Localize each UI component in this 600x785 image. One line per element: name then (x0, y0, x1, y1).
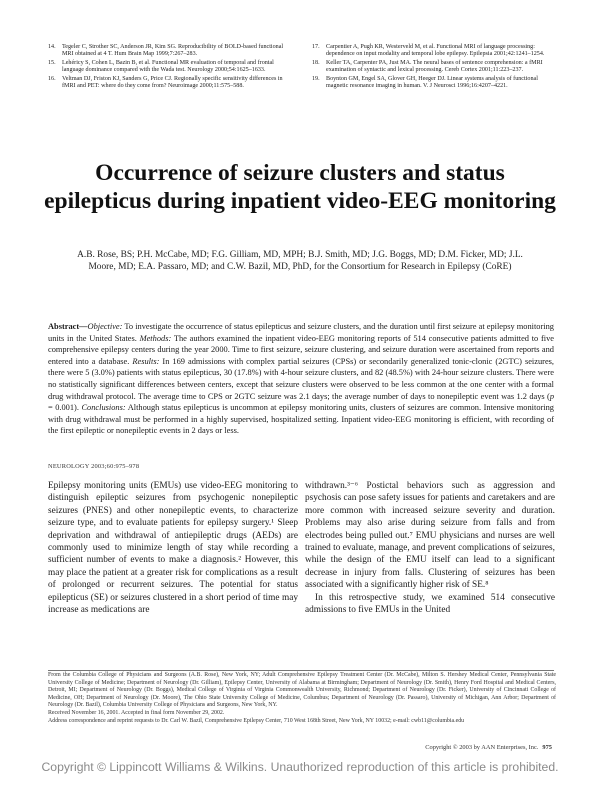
footnotes (48, 672, 556, 725)
reference-item: 19. Boynton GM, Engel SA, Glover GH, Heeger DJ. Linear systems analysis of functional magnetic resonance imaging in human. V. J Neurosci 1996;16:4207–4221. (312, 76, 538, 90)
reference-column-left (48, 44, 296, 92)
methods-text: The authors examined the inpatient video-EEG monitoring reports of 514 consecutive patients admitted to five comprehensive epilepsy centers during the year 2000. Time to first seizure, seizure clustering, and seizure duration were ascertained from reports and entered into a database. (48, 333, 554, 366)
body-paragraph: In this retrospective study, we examined 514 consecutive admissions to five EMUs in the United (305, 592, 555, 616)
reference-column-right (312, 44, 560, 92)
methods-label: Methods: (139, 333, 172, 343)
copyright-notice: Copyright © 2003 by AAN Enterprises, Inc. (425, 744, 539, 751)
conclusions-text: Although status epilepticus is uncommon at epilepsy monitoring units, clusters of seizures are common. Intensive monitoring with drug withdrawal must be performed in a highly supervised, hospitalized setting. Inpatient video-EEG monitoring is efficient, with recording of the first epileptic or nonepileptic events in 2 days or less. (48, 403, 554, 436)
objective-label: Objective: (87, 322, 123, 331)
reference-list (48, 44, 560, 92)
reference-item: 15. Lehéricy S, Cohen L, Bazin B, et al. Functional MR evaluation of temporal and frontal language dominance compared with the Wada test. Neurology 2000;54:1625–1633. (48, 60, 274, 74)
reference-item: 18. Keller TA, Carpenter PA, Just MA. The neural bases of sentence comprehension: a fMRI examination of syntactic and lexical processing. Cereb Cortex 2001;11:223–237. (312, 60, 543, 74)
author-list: A.B. Rose, BS; P.H. McCabe, MD; F.G. Gilliam, MD, MPH; B.J. Smith, MD; J.G. Boggs, MD; D.M. Ficker, MD; J.L. Moore, MD; E.A. Passaro, MD; and C.W. Bazil, MD, PhD, for the Consortium for Research in Epilepsy (CoRE) (77, 250, 523, 273)
affiliations: From the Columbia College of Physicians and Surgeons (A.B. Rose), New York, NY; Adult Comprehensive Epilepsy Treatment Center (Dr. McCabe), Milton S. Hershey Medical Center, Pennsylvania State University College of Medicine; Department of Neurology (Dr. Gilliam), Epilepsy Center, University of Alabama at Birmingham; Department of Neurology (Dr. Smith), Henry Ford Hospital and Medical Centers, Detroit, MI; Department of Neurology (Dr. Boggs), Medical College of Virginia of Virginia Commonwealth University, Richmond; Department of Neurology (Dr. Ficker), University of Cincinnati College of Medicine, OH; Department of Neurology (Dr. Moore), The Ohio State University College of Medicine, Columbus; Department of Neurology (Dr. Passaro), University of Michigan, Ann Arbor; Department of Neurology (Dr. Bazil), Columbia University College of Physicians and Surgeons, New York, NY. (48, 672, 556, 709)
correspondence: Address correspondence and reprint requests to Dr. Carl W. Bazil, Comprehensive Epilepsy Center, 710 West 168th Street, New York, NY 10032; e-mail: cwb11@columbia.edu (48, 717, 465, 724)
reference-item: 17. Carpentier A, Pugh KR, Westerveld M, et al. Functional MRI of language processing: dependence on input modality and temporal lobe epilepsy. Epilepsia 2001;42:1241–1254. (312, 44, 545, 58)
body-paragraph: withdrawn.³⁻⁶ Postictal behaviors such as aggression and psychosis can pose safety issues for patients and caretakers and are more common with increased seizure severity and duration. Problems may also arise during seizure from falls and from electrodes being pulled out.⁷ EMU physicians and nurses are well trained to evaluate, manage, and prevent complications of seizures, while the design of the EMU itself can lead to a significant decrease in injury from falls. Clustering of seizures has been associated with a significantly higher risk of SE.⁸ (305, 481, 555, 591)
reference-item: 16. Veltman DJ, Friston KJ, Sanders G, Price CJ. Regionally specific sensitivity differences in fMRI and PET: where do they come from? Neuroimage 2000;11:575–588. (48, 76, 283, 90)
objective-text: To investigate the occurrence of status epilepticus and seizure clusters, and the duration until first seizure at epilepsy monitoring units in the United States. (48, 322, 554, 343)
reference-item: 14. Tegeler C, Strother SC, Anderson JR, Kim SG. Reproducibility of BOLD-based functional MRI obtained at 4 T. Hum Brain Map 1999;7:267–283. (48, 44, 284, 58)
page-footer (425, 744, 552, 751)
body-paragraph: Epilepsy monitoring units (EMUs) use video-EEG monitoring to distinguish epileptic seizures from psychogenic nonepileptic seizures (PNES) and other nonepileptic events, to characterize seizure type, and to evaluate patients for epilepsy surgery.¹ Sleep deprivation and withdrawal of antiepileptic drugs (AEDs) are commonly used to minimize length of stay while recording a sufficient number of events to make a diagnosis.² However, this may place the patient at a greater risk for complications as a result of prolonged or recurrent seizures. The potential for status epilepticus (SE) or seizures clustered in a short period of time may increase as medications are (48, 481, 298, 616)
body-column-right (305, 480, 555, 616)
watermark-notice: Copyright © Lippincott Williams & Wilkins. Unauthorized reproduction of this article is prohibited. (41, 760, 559, 774)
results-text: In 169 admissions with complex partial seizures (CPSs) or secondarily generalized tonic-clonic (2GTC) seizures, there were 5 (3.0%) patients with status epilepticus, 30 (17.8%) with 4-hour seizure clusters, and 82 (48.5%) with 24-hour seizure clusters. There were no statistically significant differences between centers, except that seizure clusters were observed to be less common at the one center with a formal drug withdrawal protocol. The average time to CPS or 2GTC seizure was 2.1 days; the average number of days to nonepileptic event was 1.2 days ( (48, 356, 555, 401)
abstract-label: Abstract— (48, 322, 88, 331)
p-value: = 0.001). (48, 403, 79, 413)
journal-citation: NEUROLOGY 2003;60:975–978 (48, 463, 140, 470)
article-title: Occurrence of seizure clusters and status epilepticus during inpatient video-EEG monitoring (44, 160, 556, 214)
p-symbol: p (549, 391, 554, 401)
abstract (48, 321, 554, 437)
footnote-divider (48, 670, 554, 671)
results-label: Results: (132, 356, 160, 366)
body-column-left (48, 480, 298, 616)
page-number: 975 (542, 744, 552, 751)
received-dates: Received November 16, 2001. Accepted in final form November 29, 2002. (48, 709, 225, 716)
conclusions-label: Conclusions: (81, 403, 126, 413)
